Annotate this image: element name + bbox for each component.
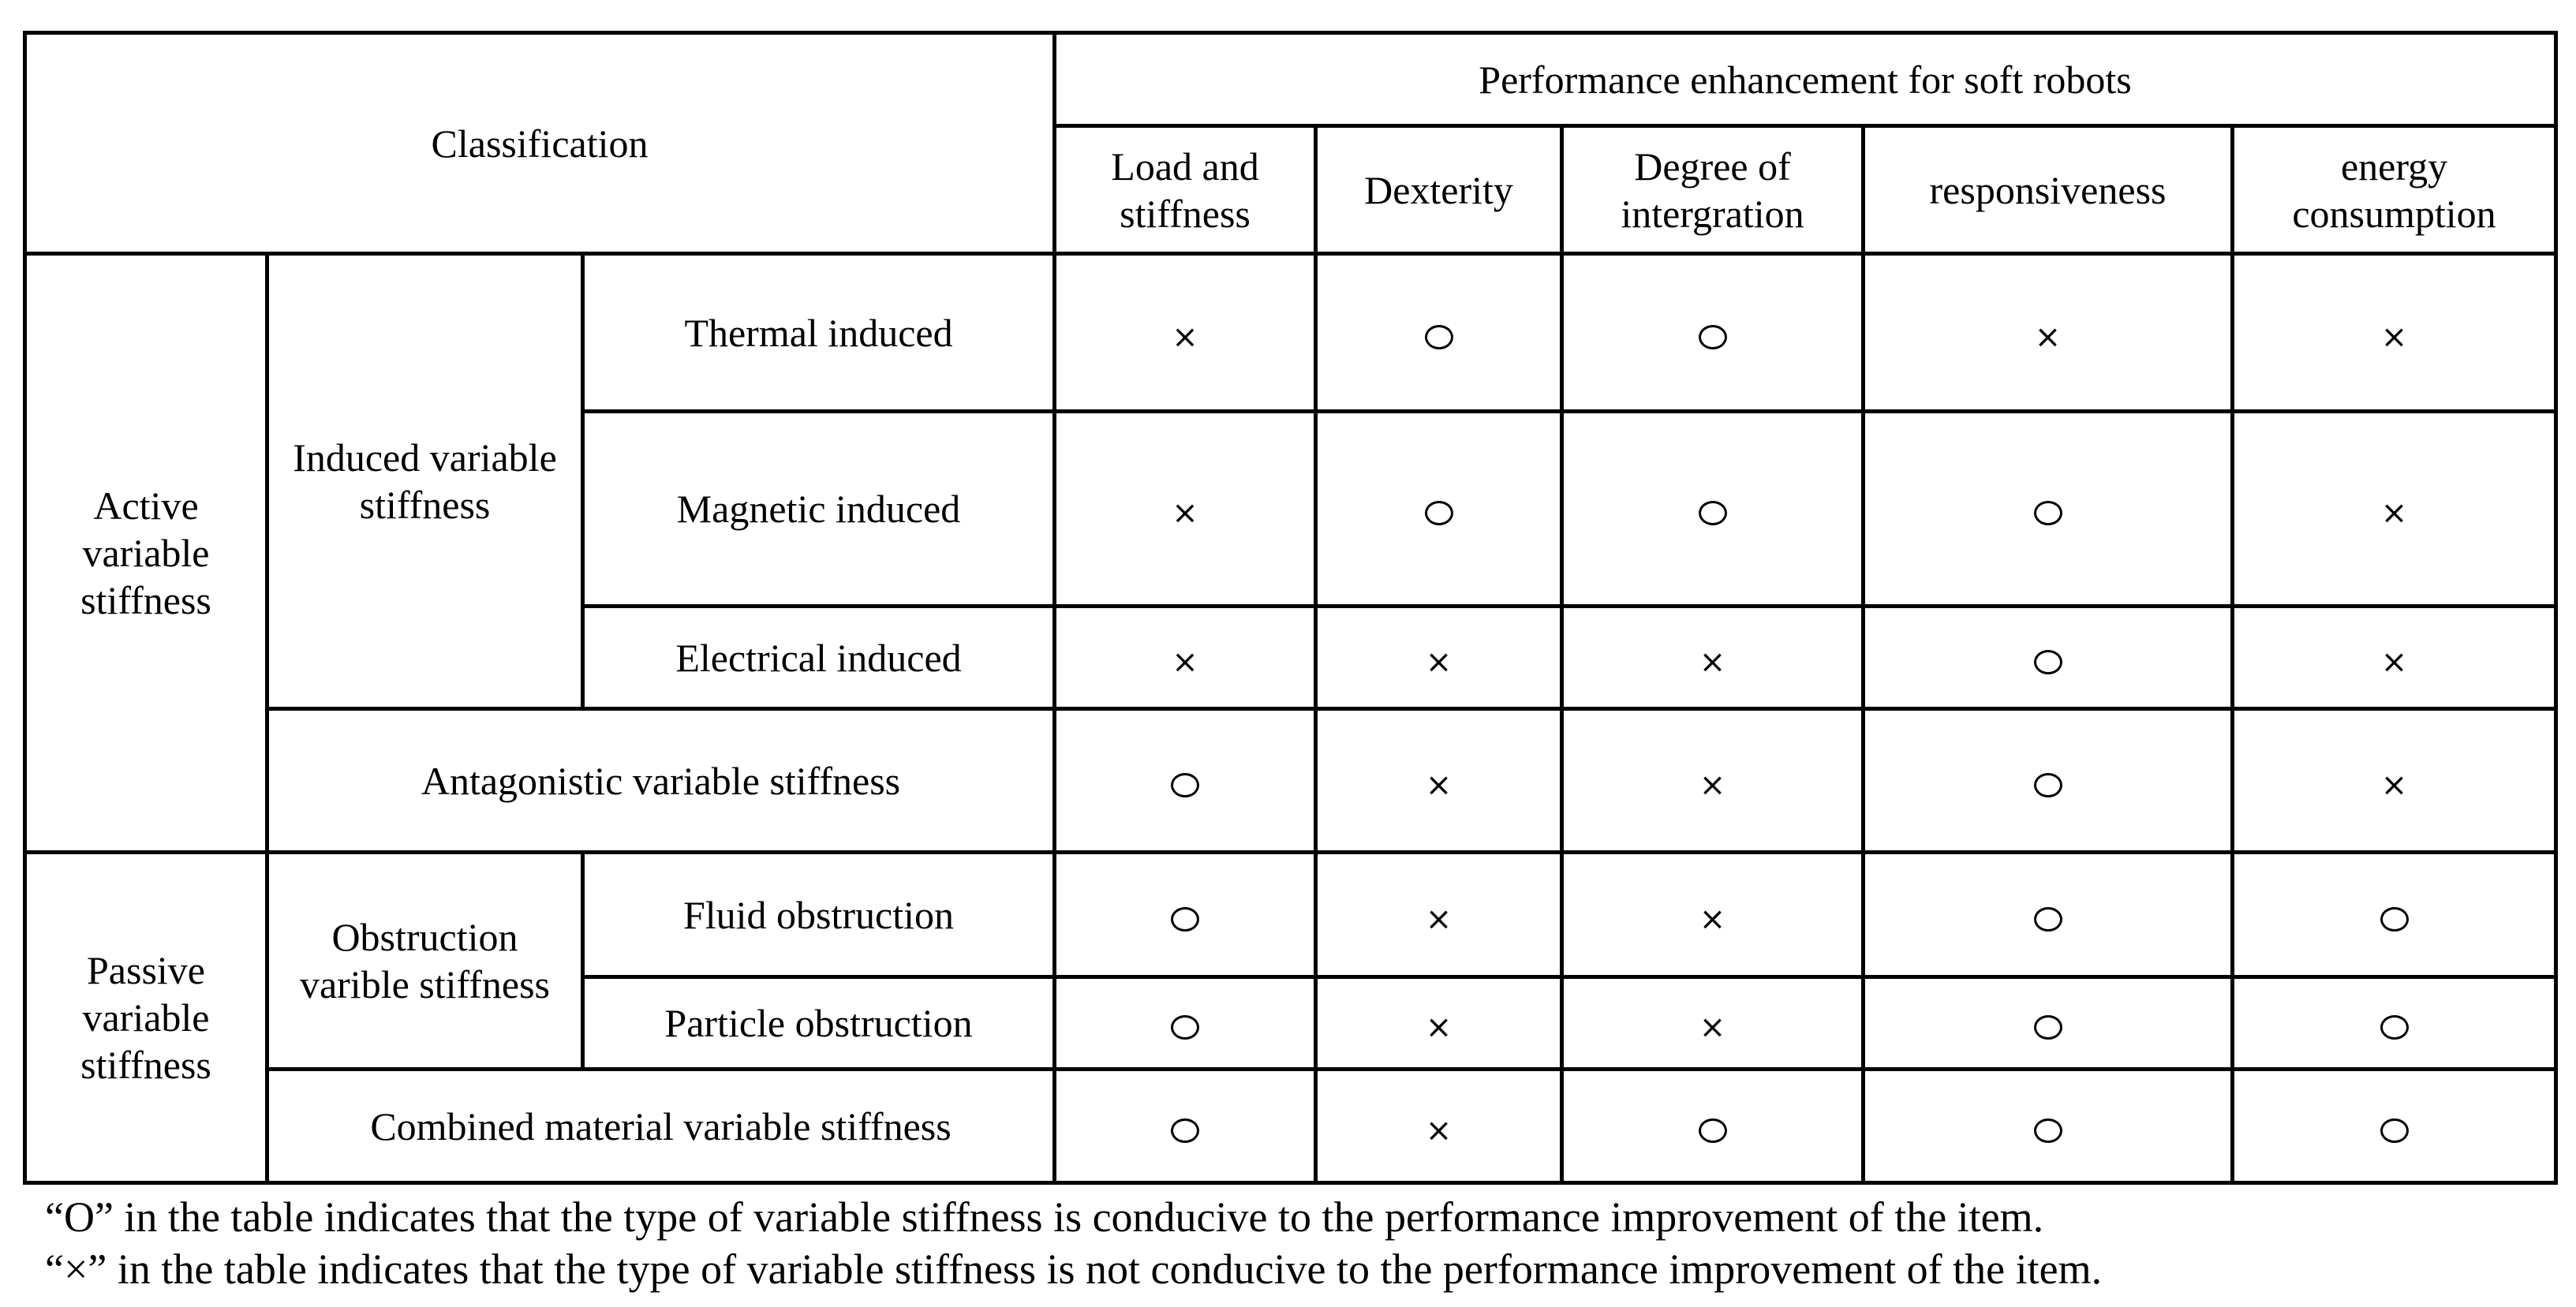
mark-cell — [2233, 853, 2556, 977]
mark-cell — [1864, 412, 2233, 607]
column-header: Dexterity — [1316, 126, 1562, 254]
circle-mark-icon — [1699, 1118, 1727, 1143]
table-row — [25, 1070, 2556, 1183]
mark-cell — [1055, 709, 1316, 853]
circle-mark-icon — [2034, 1118, 2062, 1143]
mark-cell — [1316, 977, 1562, 1070]
mark-cell — [1055, 607, 1316, 709]
circle-mark-icon — [2034, 501, 2062, 525]
subgroup-label-obstruction: Obstruction varible stiffness — [267, 853, 583, 1070]
footnote-cross: “×” in the table indicates that the type of variable stiffness is not conducive to the performance improvement of the item. — [45, 1245, 2103, 1293]
group-label-passive: Passive variable stiffness — [25, 853, 267, 1183]
row-label: Thermal induced — [583, 254, 1055, 412]
mark-cell — [1864, 1070, 2233, 1183]
column-header: responsiveness — [1864, 126, 2233, 254]
variable-stiffness-table — [23, 31, 2558, 1185]
circle-mark-icon — [2034, 773, 2062, 797]
mark-cell — [1316, 607, 1562, 709]
mark-cell — [1316, 412, 1562, 607]
circle-mark-icon — [2380, 907, 2409, 932]
circle-mark-icon — [2034, 907, 2062, 932]
mark-cell — [2233, 709, 2556, 853]
cross-mark-icon: × — [1425, 1009, 1453, 1046]
comparison-table-container — [23, 31, 2558, 1185]
mark-cell — [1562, 853, 1864, 977]
mark-cell — [1055, 977, 1316, 1070]
row-label: Combined material variable stiffness — [267, 1070, 1055, 1183]
cross-mark-icon: × — [1425, 901, 1453, 938]
circle-mark-icon — [1699, 325, 1727, 349]
circle-mark-icon — [1171, 907, 1199, 932]
mark-cell — [1864, 977, 2233, 1070]
mark-cell — [1562, 709, 1864, 853]
circle-mark-icon — [2034, 1015, 2062, 1040]
mark-cell — [2233, 607, 2556, 709]
mark-cell — [1864, 853, 2233, 977]
circle-mark-icon — [1699, 501, 1727, 525]
row-label: Magnetic induced — [583, 412, 1055, 607]
mark-cell — [1562, 1070, 1864, 1183]
circle-mark-icon — [2380, 1015, 2409, 1040]
cross-mark-icon: × — [2380, 644, 2408, 681]
circle-mark-icon — [1171, 773, 1199, 797]
column-header: Load and stiffness — [1055, 126, 1316, 254]
cross-mark-icon: × — [1425, 1112, 1453, 1149]
cross-mark-icon: × — [1699, 644, 1726, 681]
footnotes — [45, 1191, 2102, 1295]
table-row — [25, 853, 2556, 977]
mark-cell — [1864, 709, 2233, 853]
column-header: Degree of intergration — [1562, 126, 1864, 254]
circle-mark-icon — [2380, 1118, 2409, 1143]
cross-mark-icon: × — [1699, 901, 1726, 938]
mark-cell — [1864, 254, 2233, 412]
mark-cell — [2233, 1070, 2556, 1183]
circle-mark-icon — [2034, 650, 2062, 674]
mark-cell — [1562, 254, 1864, 412]
cross-mark-icon: × — [2380, 767, 2408, 804]
mark-cell — [1562, 412, 1864, 607]
mark-cell — [2233, 254, 2556, 412]
cross-mark-icon: × — [1699, 1009, 1726, 1046]
row-label: Fluid obstruction — [583, 853, 1055, 977]
mark-cell — [1055, 254, 1316, 412]
mark-cell — [1055, 1070, 1316, 1183]
mark-cell — [1316, 254, 1562, 412]
cross-mark-icon: × — [1172, 495, 1198, 532]
mark-cell — [1562, 607, 1864, 709]
mark-cell — [1562, 977, 1864, 1070]
circle-mark-icon — [1171, 1118, 1199, 1143]
circle-mark-icon — [1425, 501, 1453, 525]
cross-mark-icon: × — [1425, 767, 1453, 804]
cross-mark-icon: × — [2380, 319, 2408, 356]
mark-cell — [1055, 412, 1316, 607]
circle-mark-icon — [1425, 325, 1453, 349]
mark-cell — [2233, 412, 2556, 607]
footnote-circle: “O” in the table indicates that the type of variable stiffness is conducive to the performance improvement of the item. — [45, 1193, 2044, 1241]
circle-mark-icon — [1171, 1015, 1199, 1040]
row-label: Particle obstruction — [583, 977, 1055, 1070]
mark-cell — [2233, 977, 2556, 1070]
mark-cell — [1316, 709, 1562, 853]
column-header: energy consumption — [2233, 126, 2556, 254]
mark-cell — [1316, 853, 1562, 977]
mark-cell — [1316, 1070, 1562, 1183]
table-row — [25, 254, 2556, 412]
performance-header: Performance enhancement for soft robots — [1055, 33, 2556, 126]
table-row — [25, 709, 2556, 853]
cross-mark-icon: × — [1172, 644, 1198, 681]
classification-header: Classification — [25, 33, 1055, 254]
cross-mark-icon: × — [1172, 319, 1198, 356]
row-label: Antagonistic variable stiffness — [267, 709, 1055, 853]
cross-mark-icon: × — [1425, 644, 1453, 681]
cross-mark-icon: × — [2034, 319, 2062, 356]
subgroup-label-induced: Induced variable stiffness — [267, 254, 583, 709]
mark-cell — [1864, 607, 2233, 709]
cross-mark-icon: × — [2380, 495, 2408, 532]
mark-cell — [1055, 853, 1316, 977]
cross-mark-icon: × — [1699, 767, 1726, 804]
row-label: Electrical induced — [583, 607, 1055, 709]
group-label-active: Active variable stiffness — [25, 254, 267, 853]
